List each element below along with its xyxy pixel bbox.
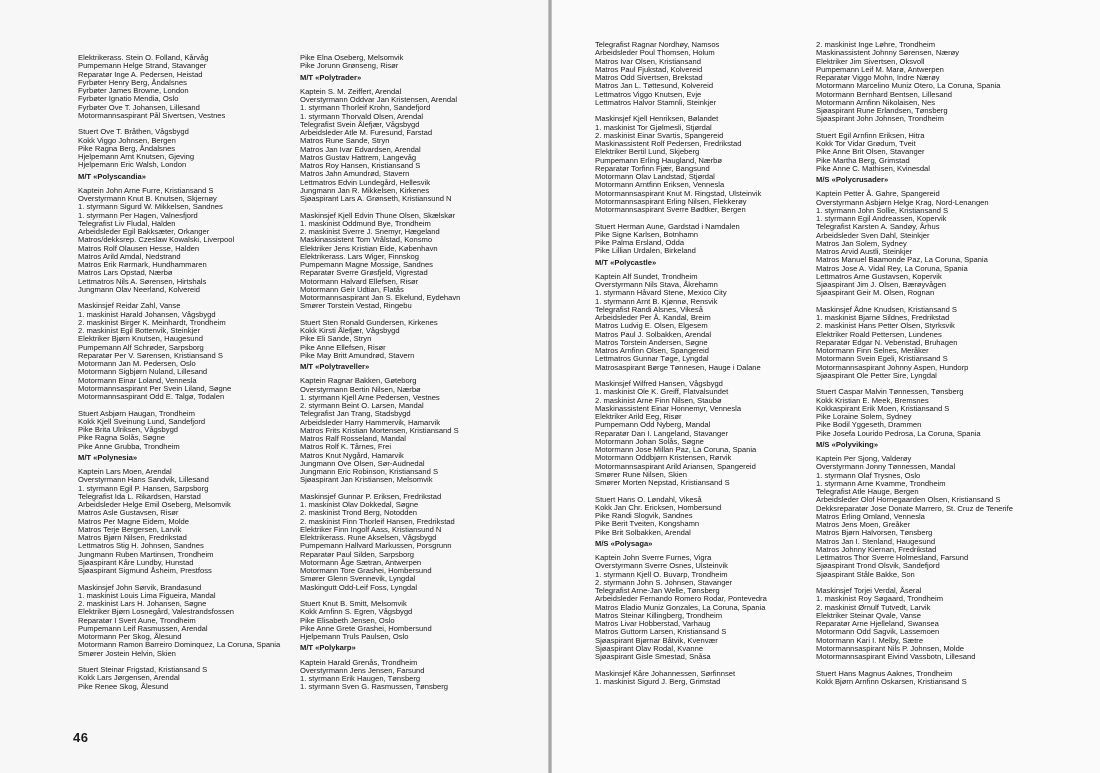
crew-entry: Elektriker Finn Ingolf Aass, Kristiansund N [300,524,442,534]
crew-entry: Stuert Caspar Malvin Tønnessen, Tønsberg [816,387,964,397]
crew-entry: Elektrikerass. Lars Wiger, Finnskog [300,251,420,261]
crew-entry: Reparatør Viggo Mohn, Indre Nærøy [816,73,940,82]
crew-entry: Sjøaspirant Jim J. Olsen, Bærøyvågen [816,280,946,289]
crew-entry: Matros Odd Sivertsen, Brekstad [595,73,703,82]
crew-entry: Fyrbøter James Browne, London [78,86,189,95]
crew-entry: Pumpemann Odd Nyberg, Mandal [595,420,711,430]
crew-entry: Kaptein Harald Grenås, Trondheim [300,657,418,667]
crew-entry: Elektriker Bjørn Knutsen, Haugesund [78,334,203,344]
crew-entry: Pike Anne Ellefsen, Risør [300,342,386,352]
crew-entry: Matros Arnfinn Olsen, Spangereid [595,346,709,355]
crew-entry: Kaptein Lars Moen, Arendal [78,467,172,476]
crew-entry: Maskinsjef Ådne Knudsen, Kristiansand S [816,304,957,314]
crew-entry: Maskinassistent Einar Honnemyr, Vennesla [595,403,742,413]
crew-entry: Maskinassistent Tom Vrålstad, Konsmo [300,235,433,245]
crew-entry: 1. styrmann Sven G. Rasmussen, Tønsberg [300,682,448,692]
crew-entry: Pike Anne Grete Grashei, Hombersund [300,623,432,633]
crew-entry: Lettmatros Nils A. Sørensen, Hirtshals [78,276,207,286]
crew-entry: Motormann Johan Solås, Søgne [595,436,704,446]
crew-entry: Reparatør Paul Silden, Sarpsborg [300,549,414,559]
crew-entry: Overstyrmann Oddvar Jan Kristensen, Arendal [300,95,458,104]
crew-entry: Arbeidsleder Helge Emil Oseberg, Melsomvik [78,500,231,509]
crew-entry: Pike Anne C. Mathisen, Kvinesdal [816,163,930,173]
crew-entry: Jungmann Olav Neerland, Kolvereid [78,284,200,294]
crew-entry: Sjøaspirant Ole Petter Sire, Lyngdal [816,370,937,380]
crew-entry: 1. maskinist Sigurd J. Berg, Grimstad [595,676,721,686]
column-2 [300,54,545,692]
crew-entry: Pike Renee Skog, Ålesund [78,681,169,691]
crew-entry: Motormannsaspirant Nils P. Johnsen, Molde [816,643,965,653]
crew-entry: Motormann Finn Selnes, Meråker [816,346,929,355]
crew-entry: Overstyrmann Sverre Osnes, Ulsteinvik [595,561,728,571]
crew-entry: Elektriker Jens Kristian Eide, København [300,243,438,253]
crew-entry: Kokk Arnfinn S. Egren, Vågsbygd [300,607,413,617]
crew-entry: Reparatør Sverre Grøsfjeld, Vigrestad [300,268,428,278]
crew-entry: Maskinsjef Kåre Johannessen, Sørfinnset [595,668,736,678]
crew-entry: 2. maskinist Birger K. Meinhardt, Trondheim [78,317,226,327]
crew-entry: Matros Lars Opstad, Nærbø [78,268,173,278]
crew-entry: 2. styrmann John S. Johnsen, Stavanger [595,577,733,587]
crew-entry: Matros Ludvig E. Olsen, Elgesem [595,321,708,331]
crew-entry: Sjøaspirant Gisle Smestad, Snåsa [595,652,711,661]
crew-entry: Matros Jahn Amundrød, Stavern [300,169,410,179]
crew-entry: Arbeidsleder Olof Hornegaarden Olsen, Kristiansand S [816,495,1001,505]
crew-entry: Motormann Arntfinn Eriksen, Vennesla [595,180,725,190]
crew-entry: Matros Frits Kristian Mortensen, Kristiansand S [300,425,459,435]
crew-entry: Matros Knut Nygård, Hamarvik [300,450,404,460]
ship-header: M/T «Polynesia» [78,452,138,462]
crew-entry: Kaptein John Sverre Furnes, Vigra [595,553,712,562]
crew-entry: Jungmann Ove Olsen, Sør-Audnedal [300,458,425,468]
crew-entry: Kaptein S. M. Zeiffert, Arendal [300,86,402,96]
crew-entry: 1. styrmann Arnt B. Kjønnø, Rensvik [595,296,718,306]
crew-entry: Pike Elna Oseberg, Melsomvik [300,54,404,62]
ship-header: M/S «Polysaga» [595,538,653,548]
crew-entry: Matros Per Magne Eidem, Molde [78,516,189,526]
crew-entry: Reparatør Dan I. Langeland, Stavanger [595,428,728,438]
crew-entry: Matros Ivar Olsen, Kristiansand [595,56,701,66]
crew-entry: Lettmatros Arne Gustavsen, Kopervik [816,271,942,281]
crew-entry: Pumpemann Alf Schrøder, Sarpsborg [78,342,204,352]
crew-entry: Lettmatros Viggo Knutsen, Evje [595,89,702,99]
crew-entry: 1. maskinist Bjarne Sildnes, Fredrikstad [816,313,950,322]
crew-entry: Matros Livar Hobberstad, Varhaug [595,619,711,628]
crew-entry: Telegrafist Randi Alsnes, Vikeså [595,304,703,314]
crew-entry: Telegrafist Jan Trang, Stadsbygd [300,409,411,419]
crew-entry: Hjelpemann Eric Walsh, London [78,160,187,170]
crew-entry: Maskinsjef Kjell Edvin Thune Olsen, Skælskør [300,210,456,220]
crew-entry: Matros Jens Moen, Greåker [816,520,911,529]
crew-entry: 1. styrmann Egil Andreassen, Kopervik [816,214,947,223]
crew-entry: Matros Jan Ivar Edvardsen, Arendal [300,144,421,154]
crew-entry: Stuert Egil Arnfinn Eriksen, Hitra [816,130,925,140]
crew-entry: 1. styrmann John Sollie, Kristiansand S [816,205,949,215]
crew-entry: Elektriker Bjørn Losnegård, Valestrandsfossen [78,607,235,617]
crew-entry: 2. maskinist Egil Bottenvik, Steinkjer [78,326,200,335]
crew-entry: Dekksreparatør Jose Donate Marrero, St. Cruz de Tenerife [816,503,1013,513]
crew-entry: Kokkaspirant Erik Moen, Kristiansand S [816,403,950,413]
crew-entry: Kokk Bjørn Arnfinn Oskarsen, Kristiansand S [816,676,967,686]
crew-entry: Lettmatros Edvin Lundegård, Hellesvik [300,177,431,187]
crew-entry: Smører Morten Nepstad, Kristiansand S [595,478,730,487]
crew-entry: Matros Gustav Hattrem, Langevåg [300,152,417,162]
crew-entry: 1. maskinist Roy Søgaard, Trondheim [816,594,944,604]
crew-entry: Overstyrmann Bertin Nilsen, Nærbø [300,384,421,394]
column-3 [595,41,820,686]
crew-entry: Reparatør Per V. Sørensen, Kristiansand S [78,350,223,360]
ship-header: M/T «Polytraveller» [300,362,370,371]
ship-header: M/S «Polyviking» [816,439,879,449]
crew-entry: Lettmatros Halvor Stamnli, Steinkjer [595,97,717,107]
crew-entry: Pike Signe Karlsen, Botnhamn [595,229,698,239]
crew-entry: Elektrikerass. Rune Akselsen, Vågsbygd [300,533,437,542]
crew-entry: 1. styrmann Egil P. Hansen, Sarpsborg [78,483,209,493]
crew-entry: Kokk Jan Chr. Ericksen, Hombersund [595,502,722,512]
crew-entry: Motormann Halvard Ellefsen, Risør [300,276,419,286]
crew-entry: Lettmatros Stig H. Johnsen, Sandnes [78,541,204,551]
crew-entry: Stuert Hans Magnus Aaknes, Trondheim [816,668,953,678]
crew-entry: Smører Rune Nilsen, Skien [595,469,688,479]
crew-entry: 1. styrmann Arne Kvamme, Trondheim [816,478,946,488]
crew-entry: Pike Palma Ersland, Odda [595,238,685,247]
crew-entry: 1. maskinist Ole K. Greiff, Flatvalsundet [595,387,729,397]
crew-entry: Motormann Ramon Barreiro Dominquez, La Coruna, Spania [78,640,281,650]
crew-entry: 2. maskinist Einar Svartis, Spangereid [595,130,724,140]
crew-entry: Motormann Jose Millan Paz, La Coruna, Spania [595,445,757,454]
crew-entry: Pike Josefa Lourido Pedrosa, La Coruna, Spania [816,428,981,438]
crew-entry: Kokk Viggo Johnsen, Bergen [78,135,176,145]
ship-header: M/S «Polycrusader» [816,175,889,184]
crew-entry: Telegrafist Liv Fludal, Halden [78,218,176,228]
crew-entry: Stuert Ove T. Bråthen, Vågsbygd [78,127,189,137]
crew-entry: Pike Anne Brit Olsen, Stavanger [816,147,925,157]
crew-entry: Motormann Tore Grashei, Hombersund [300,566,432,575]
crew-entry: 2. maskinist Inge Løhre, Trondheim [816,41,936,49]
crew-entry: Motormann Arnfinn Nikolaisen, Nes [816,97,936,107]
crew-entry: Motormann Geir Udtian, Flatås [300,284,404,294]
crew-entry: Arbeidsleder Harry Hammervik, Hamarvik [300,417,441,427]
crew-entry: Maskinsjef Reidar Zahl, Vanse [78,301,181,311]
crew-entry: Jungmann Jan R. Mikkelsen, Kirkenes [300,185,430,195]
crew-entry: Kokk Kristian E. Meek, Bremsnes [816,395,929,405]
crew-entry: Pike Lillian Urdalen, Birkeland [595,246,696,256]
crew-entry: Kokk Kirsti Ålefjær, Vågsbygd [300,326,400,335]
right-page [552,0,1100,773]
crew-entry: Kaptein Ragnar Bakken, Gøteborg [300,376,417,386]
crew-entry: 1. styrmann Thorvald Olsen, Arendal [300,111,424,121]
crew-entry: Overstyrmann Knut B. Knutsen, Skjernøy [78,194,217,203]
crew-entry: Motormannsaspirant Per Svein Liland, Søgne [78,383,232,393]
crew-entry: Overstyrmann Jens Jensen, Farsund [300,665,425,675]
crew-entry: Sjøaspirant John Johnsen, Trondheim [816,114,944,124]
crew-entry: 1. styrmann Kjell Arne Pedersen, Vestnes [300,392,440,402]
crew-entry: 1. maskinist Tor Gjølmesli, Stjørdal [595,122,712,132]
crew-entry: Matros Bjørn Nilsen, Fredrikstad [78,533,187,542]
crew-entry: Sjøaspirant Rune Erlandsen, Tønsberg [816,106,948,115]
crew-entry: Kokk Tor Vidar Grødum, Tveit [816,139,916,148]
crew-entry: Matros Erik Rørmark, Hundhammaren [78,260,207,269]
left-page [0,0,548,773]
crew-entry: Sjøaspirant Bjørnar Båtvik, Kvenvær [595,635,718,645]
crew-entry: Matros Eladio Muniz Gonzales, La Coruna, Spania [595,602,766,612]
ship-header: M/T «Polyscandia» [78,171,146,181]
crew-entry: Smører Glenn Svennevik, Lyngdal [300,574,416,584]
crew-entry: Arbeidsleder Fernando Romero Rodar, Pontevedra [595,594,767,604]
crew-entry: Motormannsaspirant Eivind Vassbotn, Lillesand [816,652,976,661]
crew-entry: Motormannsaspirant Pål Sivertsen, Vestnes [78,110,226,120]
crew-entry: Motormann Marcelino Muniz Otero, La Coruna, Spania [816,81,1001,91]
crew-entry: Telegrafist Atle Hauge, Bergen [816,487,919,496]
crew-entry: Sjøaspirant Olav Rodal, Kvanne [595,643,704,653]
crew-entry: Reparatør Inge A. Pedersen, Heistad [78,69,203,79]
crew-entry: 1. styrmann Kjell O. Buvarp, Trondheim [595,569,728,579]
crew-entry: Pumpemann Leif Rasmussen, Arendal [78,623,208,633]
crew-entry: Motormann Olav Landstad, Stjørdal [595,172,715,181]
crew-entry: 2. maskinist Lars H. Johansen, Søgne [78,599,207,608]
crew-entry: Matros Jan I. Stenland, Haugesund [816,536,936,546]
crew-entry: Sjøaspirant Lars A. Grønseth, Kristiansund N [300,194,452,203]
crew-entry: Maskinassistent Johnny Sørensen, Nærøy [816,48,960,58]
crew-entry: 1. maskinist Oddmund Bye, Trondheim [300,218,431,228]
crew-entry: Matros Rolf Olausen Hesse, Halden [78,243,200,253]
crew-entry: Kokk Lars Jørgensen, Arendal [78,673,180,683]
crew-entry: Matros Roy Hansen, Kristiansand S [300,161,421,170]
crew-entry: Motormannsaspirant Erling Nilsen, Flekkerøy [595,196,747,206]
column-1 [78,54,306,691]
crew-entry: Sjøaspirant Trond Olsvik, Sandefjord [816,561,940,571]
crew-entry: 1. maskinist Olav Dokkedal, Søgne [300,500,419,509]
crew-entry: Matros Jan L. Tøttesund, Kolvereid [595,81,714,91]
crew-entry: Kaptein Per Sjong, Valderøy [816,454,912,463]
crew-entry: Arbeidsleder Atle M. Furesund, Farstad [300,128,433,137]
crew-entry: Reparatør I Svert Aune, Trondheim [78,615,196,625]
crew-entry: Motormannsaspirant Odd E. Talgø, Todalen [78,392,225,401]
crew-entry: Pumpemann Erling Haugland, Nærbø [595,155,723,165]
crew-entry: Maskingutt Odd-Leif Foss, Lyngdal [300,582,418,592]
ship-header: M/T «Polytrader» [300,72,362,82]
crew-entry: Hjelpemann Truls Paulsen, Oslo [300,632,409,641]
crew-entry: Stuert Steinar Frigstad, Kristiansand S [78,665,208,674]
crew-entry: Matros Bjørn Halvorsen, Tønsberg [816,528,933,538]
crew-entry: Matros Torstein Andersen, Søgne [595,337,708,347]
crew-entry: Kaptein Petter Å. Gahre, Spangereid [816,189,940,199]
crew-entry: Sjøaspirant Jan Kristiansen, Melsomvik [300,475,433,485]
crew-entry: Kaptein John Arne Furre, Kristiansand S [78,185,214,195]
crew-entry: Pike Loraine Solem, Sydney [816,412,912,421]
crew-entry: Telegrafist Svein Ålefjær, Vågsbygd [300,119,420,129]
page-number: 46 [73,730,89,745]
crew-entry: Stuert Hans O. Løndahl, Vikeså [595,494,702,504]
crew-entry: Hjelpemann Arnt Knutsen, Gjeving [78,152,195,161]
crew-entry: Motormannsaspirant Knut M. Ringstad, Ulsteinvik [595,188,762,198]
crew-entry: Lettmatros Thor Sverre Holmesland, Farsund [816,553,969,562]
crew-entry: Telegrafist Ragnar Nordhøy, Namsos [595,41,720,49]
crew-entry: Maskinsjef Wilfred Hansen, Vågsbygd [595,379,723,388]
crew-entry: Jungmann Ruben Martinsen, Trondheim [78,549,214,559]
crew-entry: 1. styrmann Erik Haugen, Tønsberg [300,674,421,683]
crew-entry: Pike Martha Berg, Grimstad [816,155,910,165]
crew-entry: Pumpemann Leif M. Marø, Antwerpen [816,64,944,74]
ship-header: M/T «Polycastle» [595,257,657,267]
crew-entry: Motormann Per Skog, Ålesund [78,632,182,641]
crew-entry: Overstyrmann Nils Stava, Åkrehamn [595,280,718,289]
crew-entry: Pike May Britt Amundrød, Stavern [300,350,415,360]
crew-entry: Pike Eli Sande, Stryn [300,334,372,344]
crew-entry: Elektriker Bertil Lund, Skjeberg [595,147,700,157]
crew-entry: Motormann Sigbjørn Nuland, Lillesand [78,367,208,377]
crew-entry: Pike Berit Tveiten, Kongshamn [595,519,700,529]
crew-entry: Sjøaspirant Sigmund Åsheim, Prestfoss [78,566,212,575]
crew-entry: Motormann Oddbjørn Kristensen, Rørvik [595,453,732,463]
crew-entry: Motormann Bernhard Bentsen, Lillesand [816,89,952,99]
crew-entry: Elektriker Roald Pettersen, Lundenes [816,329,942,339]
crew-entry: Motormannsaspirant Johnny Aspen, Hundorp [816,362,969,372]
crew-entry: Motormann Kari I. Melby, Sætre [816,635,924,645]
crew-entry: Maskinsjef John Sørvik, Brandasund [78,582,202,592]
crew-entry: Arbeidsleder Poul Thomsen, Holum [595,48,715,58]
crew-entry: Maskinassistent Rolf Pedersen, Fredrikstad [595,139,742,148]
crew-entry: Pike Ragna Berg, Åndalsnes [78,143,176,153]
crew-entry: 1. maskinist Harald Johansen, Vågsbygd [78,309,216,319]
crew-entry: Reparatør Edgar N. Vebenstad, Bruhagen [816,337,958,347]
crew-entry: Matros Rune Sande, Stryn [300,136,390,146]
ship-header: M/T «Polykarp» [300,643,356,653]
crew-entry: Sjøaspirant Kåre Lundby, Hunstad [78,557,194,567]
crew-entry: Motormannsaspirant Arild Ariansen, Spangereid [595,461,756,471]
crew-entry: Stuert Sten Ronald Gundersen, Kirkenes [300,317,438,327]
crew-entry: Maskinsjef Torjei Verdal, Åseral [816,586,922,595]
crew-entry: Elektrikerass. Stein O. Folland, Kårvåg [78,54,209,62]
crew-entry: Pike Elisabeth Jensen, Oslo [300,615,395,625]
crew-entry: Matros Arvid Austli, Steinkjer [816,247,913,256]
crew-entry: Motormannsaspirant Sverre Bødtker, Bergen [595,205,746,214]
crew-entry: Maskinsjef Gunnar P. Eriksen, Fredrikstad [300,491,442,501]
crew-entry: Sjøaspirant Ståle Bakke, Son [816,569,915,579]
crew-entry: Elektriker Steinar Qvale, Vanse [816,610,921,620]
crew-entry: Pike Ragna Solås, Søgne [78,433,165,443]
crew-entry: 2. maskinist Trond Berg, Notodden [300,508,417,518]
crew-entry: Matros Arild Amdal, Nedstrand [78,251,181,261]
crew-entry: 2. maskinist Finn Thorleif Hansen, Fredrikstad [300,516,455,526]
crew-entry: Pike Bodil Yggeseth, Drammen [816,420,922,430]
crew-entry: 2. maskinist Hans Petter Olsen, Styrksvik [816,321,955,331]
crew-entry: Motormann Jan M. Pedersen, Oslo [78,359,196,368]
crew-entry: 1. styrmann Håvard Stene, Mexico City [595,288,727,298]
crew-entry: Stuert Asbjørn Haugan, Trondheim [78,408,195,418]
crew-entry: Jungmann Eric Robinson, Kristiansand S [300,467,439,476]
crew-entry: Stuert Herman Aune, Gardstad i Namdalen [595,221,740,231]
crew-entry: Elektriker Jim Sivertsen, Oksvoll [816,56,925,66]
crew-entry: Pumpemann Magne Mossige, Sandnes [300,260,433,269]
crew-entry: Stuert Knut B. Smitt, Melsomvik [300,599,407,608]
crew-entry: 1. styrmann Olaf Trysnes, Oslo [816,470,921,480]
crew-entry: Matros Manuel Baamonde Paz, La Coruna, Spania [816,255,988,265]
crew-entry: 2. maskinist Arne Finn Nilsen, Staubø [595,395,722,405]
crew-entry: Matros Asle Gustavsen, Risør [78,508,179,518]
crew-entry: Telegrafist Arne-Jan Welle, Tønsberg [595,586,720,595]
crew-entry: Motormann Einar Loland, Vennesla [78,375,197,385]
crew-entry: Pike Brita Ulriksen, Vågsbygd [78,425,179,434]
crew-entry: Pike Jorunn Grønseng, Risør [300,61,399,71]
crew-entry: Matros Steinar Killingberg, Trondheim [595,610,723,620]
crew-entry: Matros Johnny Kiernan, Fredrikstad [816,544,937,554]
crew-entry: Reparatør Torfinn Fjær, Bangsund [595,163,710,173]
crew-entry: 2. maskinist Sverre J. Snemyr, Hægeland [300,227,440,236]
crew-entry: 2. styrmann Beint O. Larsen, Mandal [300,401,424,410]
crew-entry: Kaptein Alf Sundet, Trondheim [595,271,698,281]
crew-entry: Matros Jose A. Vidal Rey, La Coruna, Spania [816,263,968,273]
crew-entry: Matros Jan Solem, Sydney [816,238,907,248]
crew-entry: Telegrafist Ida L. Rikardsen, Harstad [78,491,201,501]
crew-entry: Pike Randi Slogvik, Sandnes [595,511,693,520]
crew-entry: Telegrafist Karsten A. Sandøy, Århus [816,222,940,232]
crew-entry: Matros Paul Fjukstad, Kolvereid [595,64,703,74]
crew-entry: Overstyrmann Jonny Tønnessen, Mandal [816,462,956,472]
crew-entry: Fyrbøter Ignatio Mendia, Oslo [78,94,179,104]
crew-entry: Matros Terje Bergersen, Larvik [78,524,182,534]
crew-entry: 1. styrmann Per Hagen, Valnesfjord [78,210,198,220]
crew-entry: Matros Ralf Rosseland, Mandal [300,434,406,443]
crew-entry: Matros/dekksrep. Czeslaw Kowalski, Liverpool [78,235,235,245]
crew-entry: Smører Torstein Vestad, Ringebu [300,301,412,311]
crew-entry: Arbeidsleder Egil Bakksæter, Orkanger [78,227,210,236]
crew-entry: Matros Rolf K. Tårnes, Frei [300,442,392,452]
column-4 [816,41,1098,686]
crew-entry: Elektriker Arild Eeg, Risør [595,412,682,421]
crew-entry: Pike Anne Grubba, Trondheim [78,441,180,451]
crew-entry: Sjøaspirant Geir M. Olsen, Rognan [816,288,935,298]
crew-entry: Motormannsaspirant Jan S. Ekelund, Eydehavn [300,293,461,302]
crew-entry: Matrosaspirant Børge Tønnesen, Hauge i Dalane [595,362,761,372]
crew-entry: Reparatør Arne Hjelleland, Swansea [816,619,939,628]
crew-entry: Pumpemann Helge Strand, Stavanger [78,61,207,71]
crew-entry: Kokk Kjell Sveinung Lund, Sandefjord [78,416,206,426]
crew-entry: 1. maskinist Louis Lima Figueira, Mandal [78,590,216,600]
crew-entry: Lettmatros Gunnar Tøge, Lyngdal [595,354,709,364]
crew-entry: Matros Erling Omland, Vennesla [816,511,925,521]
crew-entry: Motormann Svein Egeli, Kristiansand S [816,354,948,364]
crew-entry: Arbeidsleder Sven Dahl, Steinkjer [816,230,930,240]
crew-entry: 2. maskinist Ørnulf Tutvedt, Larvik [816,602,931,612]
crew-entry: Overstyrmann Hans Sandvik, Lillesand [78,475,209,485]
crew-entry: Fyrbøter Ove T. Johansen, Lillesand [78,102,200,112]
crew-entry: Smører Jostein Helvin, Skien [78,648,176,658]
crew-entry: Arbeidsleder Per Å. Kandal, Breim [595,313,711,322]
crew-entry: Pumpemann Hallvard Markussen, Porsgrunn [300,541,452,551]
crew-entry: Overstyrmann Asbjørn Helge Krag, Nord-Lenangen [816,197,989,207]
crew-entry: 1. styrmann Sigurd W. Mikkelsen, Sandnes [78,202,223,212]
crew-entry: Matros Paul J. Solbakken, Arendal [595,329,712,339]
crew-entry: Matros Guttorm Larsen, Kristiansand S [595,627,727,637]
crew-entry: Motormann Åge Sætran, Antwerpen [300,557,422,567]
crew-entry: Pike Brit Solbakken, Arendal [595,527,691,537]
crew-entry: Motormann Odd Sagvik, Lassemoen [816,627,940,637]
crew-entry: Fyrbøter Henry Berg, Åndalsnes [78,77,187,87]
crew-entry: Maskinsjef Kjell Henriksen, Bølandet [595,114,719,124]
crew-entry: 1. styrmann Thorleif Krohn, Sandefjord [300,103,431,113]
